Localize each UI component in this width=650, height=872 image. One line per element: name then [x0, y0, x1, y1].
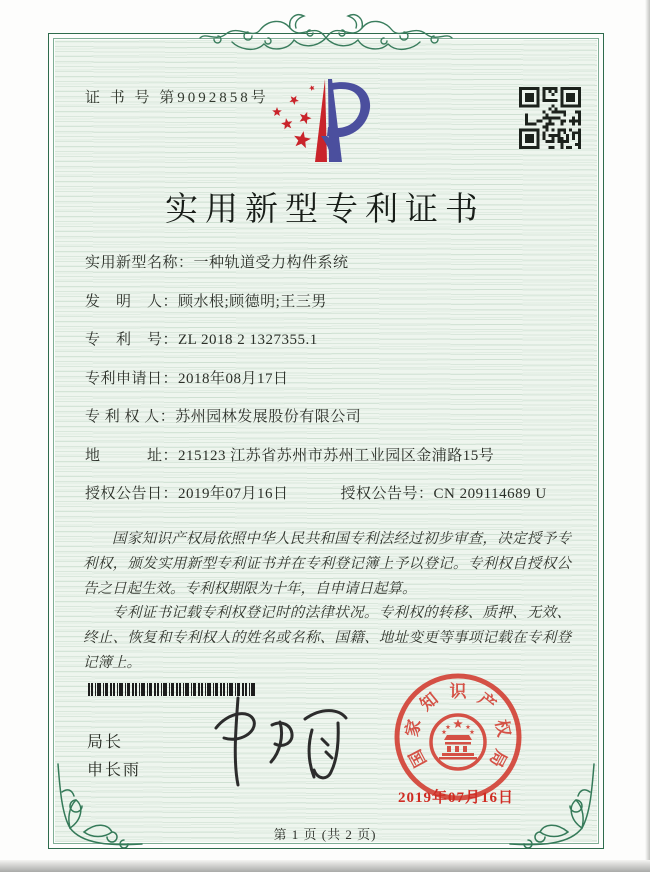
cnipa-logo-icon [268, 76, 378, 166]
scan-edge-right [645, 0, 650, 872]
field-inventors: 发 明 人：顾水根;顾德明;王三男 [85, 293, 327, 310]
logo-stars [272, 85, 314, 148]
qr-code [519, 87, 581, 149]
svg-text:产: 产 [474, 689, 500, 715]
certificate-fields [85, 251, 575, 521]
field-filing-date: 专利申请日：2018年08月17日 [85, 370, 289, 387]
legal-paragraph-1: 国家知识产权局依照中华人民共和国专利法经过初步审查，决定授予专利权，颁发实用新型专利证书并在专利登记簿上予以登记。专利权自授权公告之日起生效。专利权期限为十年，自申请日起算。 [83, 531, 571, 597]
signer-title: 局长 [87, 734, 124, 751]
seal-date: 2019年07月16日 [398, 790, 515, 806]
field-utility-model-name: 实用新型名称：一种轨道受力构件系统 [85, 255, 349, 271]
top-dragon-ornament [198, 8, 454, 60]
svg-text:家: 家 [402, 717, 425, 739]
official-seal [392, 670, 524, 804]
svg-text:局: 局 [485, 746, 511, 771]
grant-number: 授权公告号：CN 209114689 U [340, 486, 547, 502]
grant-date: 授权公告日：2019年07月16日 [85, 486, 289, 502]
scan-edge-bottom [0, 860, 650, 872]
signer-name: 申长雨 [87, 762, 142, 779]
svg-text:权: 权 [491, 717, 514, 739]
national-emblem-icon [431, 715, 485, 769]
page-footer: 第 1 页 (共 2 页) [273, 827, 377, 842]
field-grant-announcement [85, 482, 575, 504]
certificate-number: 证 书 号 第9092858号 [85, 90, 269, 106]
field-patentee: 专 利 权 人：苏州园林发展股份有限公司 [85, 409, 362, 425]
svg-text:知: 知 [416, 689, 442, 715]
shen-changyu-signature-icon [188, 692, 353, 790]
legal-paragraph-2: 专利证书记载专利权登记时的法律状况。专利权的转移、质押、无效、终止、恢复和专利权人的姓名或名称、国籍、地址变更等事项记载在专利登记簿上。 [83, 605, 571, 671]
svg-text:识: 识 [449, 682, 467, 701]
certificate-title: 实用新型专利证书 [165, 192, 485, 228]
field-address: 地 址：215123 江苏省苏州市苏州工业园区金浦路15号 [85, 447, 495, 464]
field-patent-number: 专 利 号：ZL 2018 2 1327355.1 [85, 332, 318, 348]
legal-text [83, 527, 571, 676]
svg-text:国: 国 [405, 746, 431, 771]
